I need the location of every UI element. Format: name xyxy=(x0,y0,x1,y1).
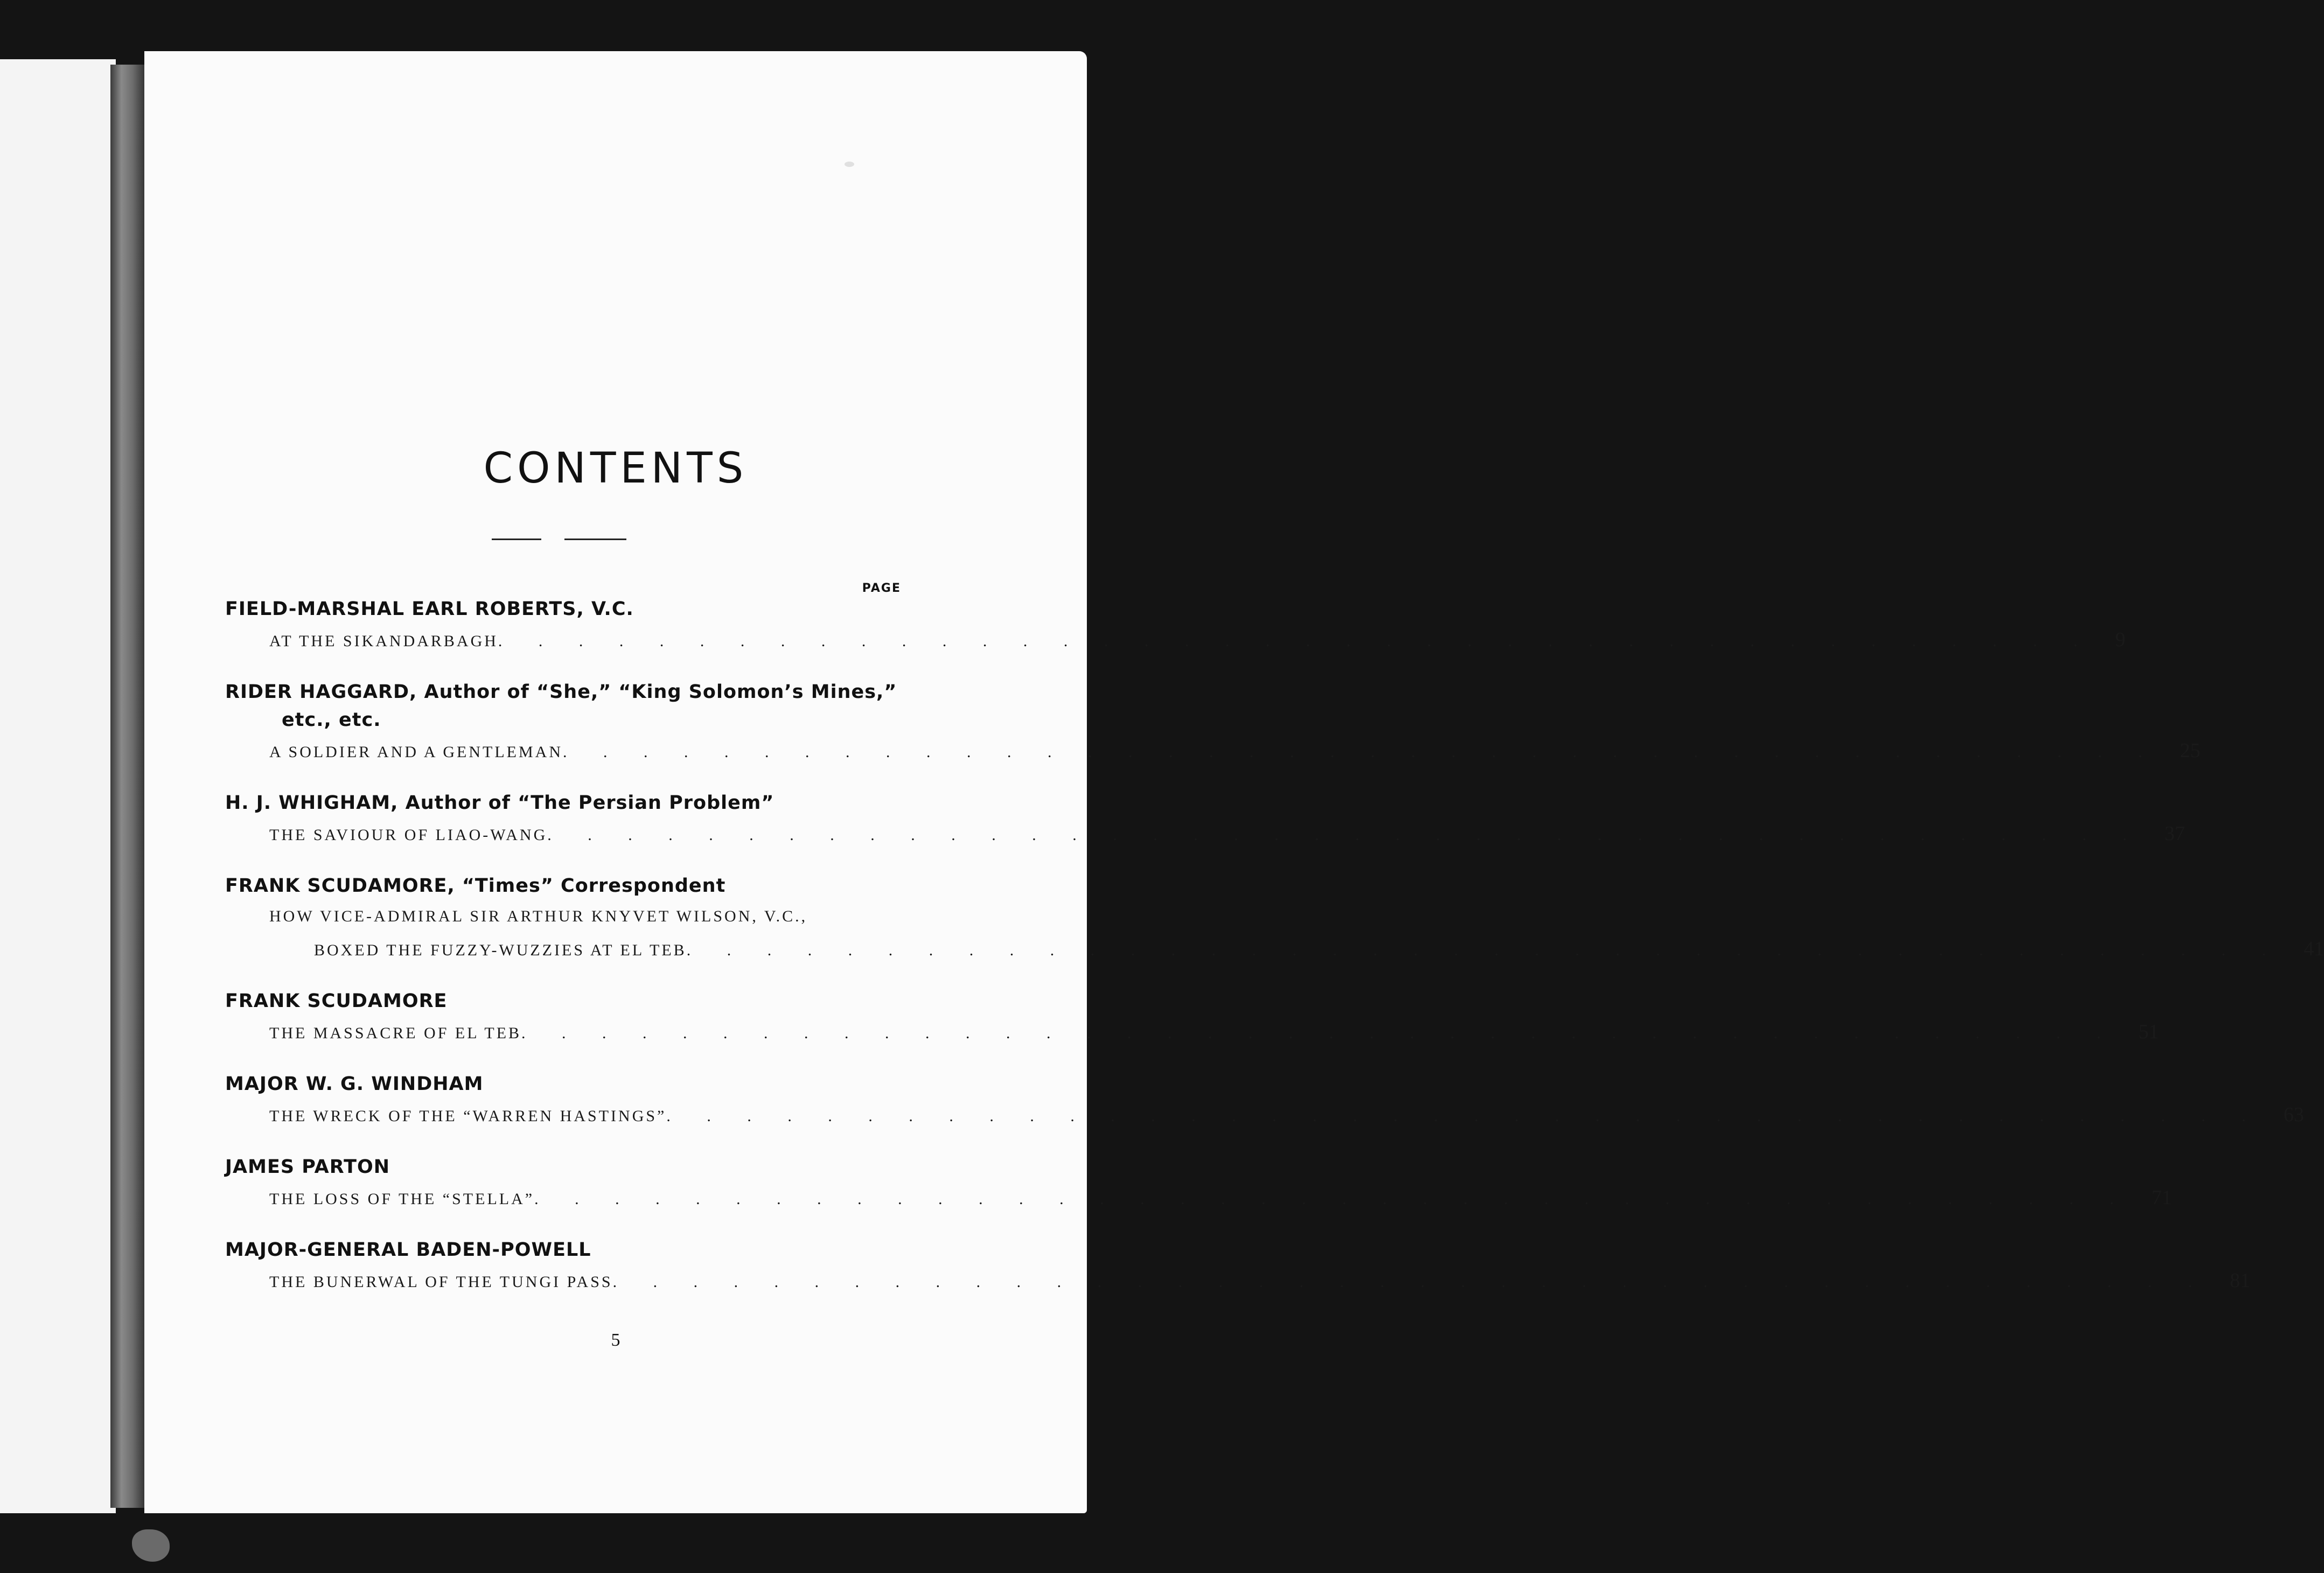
entry-author: RIDER HAGGARD, Author of “She,” “King Solomon’s Mines,” etc., etc. xyxy=(225,681,897,731)
entry-spacer xyxy=(225,966,904,987)
story-page-number: 51 xyxy=(2138,1020,2159,1043)
story-page-number: 37 xyxy=(2164,822,2185,845)
dot-leader: . . . . . . . . . . . . . . . . . . . . . . . . . . . . . . . . . . . . . . . . xyxy=(521,1024,2133,1042)
entry-spacer xyxy=(225,850,904,872)
story-page-number: 71 xyxy=(2151,1186,2172,1209)
story-title: A SOLDIER AND A GENTLEMAN xyxy=(269,743,563,761)
entry-spacer xyxy=(225,1214,904,1236)
entry-story-line xyxy=(225,817,2185,850)
story-title: AT THE SIKANDARBAGH xyxy=(269,632,498,650)
entry-story-line xyxy=(225,623,2126,656)
paper-speck xyxy=(845,162,854,167)
story-page-number: 25 xyxy=(2180,739,2201,762)
entry-spacer xyxy=(225,1048,904,1070)
contents-entry xyxy=(225,872,2324,966)
entry-story-line xyxy=(225,1181,2172,1214)
entry-story-line xyxy=(225,1015,2159,1048)
dot-leader: . . . . . . . . . . . . . . . . . . . . . . . . . . . . . . . . . . . . . . . . xyxy=(686,941,2299,959)
entry-spacer xyxy=(225,1131,904,1153)
story-title: THE WRECK OF THE “WARREN HASTINGS” xyxy=(269,1107,667,1125)
contents-entry xyxy=(225,789,2185,850)
entry-author: JAMES PARTON xyxy=(225,1156,390,1178)
rule-right xyxy=(564,539,626,540)
entry-author: FRANK SCUDAMORE, “Times” Correspondent xyxy=(225,875,726,897)
book-gutter xyxy=(110,65,147,1508)
story-title: BOXED THE FUZZY-WUZZIES AT EL TEB xyxy=(314,941,687,959)
library-stamp xyxy=(132,1529,170,1562)
contents-entry xyxy=(225,1236,2251,1297)
contents-entry xyxy=(225,678,2201,767)
entry-spacer xyxy=(225,656,904,678)
entry-story-line xyxy=(225,1264,2251,1297)
contents-entry xyxy=(225,1070,2304,1131)
contents-page xyxy=(144,51,2324,1513)
contents-entry xyxy=(225,987,2159,1048)
story-page-number: 63 xyxy=(2283,1103,2304,1126)
story-title: THE MASSACRE OF EL TEB xyxy=(269,1024,522,1042)
story-page-number: 81 xyxy=(2230,1269,2251,1292)
entry-story-line xyxy=(225,900,904,932)
dot-leader: . . . . . . . . . . . . . . . . . . . . . . . . . . . . . . . . . . . . . . . . xyxy=(498,632,2110,650)
contents-list xyxy=(225,595,2324,1297)
dot-leader: . . . . . . . . . . . . . . . . . . . . . . . . . . . . . . . . . . . . . . . . xyxy=(547,826,2159,844)
entry-story-line xyxy=(225,932,2324,966)
entry-story-line xyxy=(225,1098,2304,1131)
dot-leader: . . . . . . . . . . . . . . . . . . . . . . . . . . . . . . . . . . . . . . . . xyxy=(534,1190,2146,1208)
entry-author: H. J. WHIGHAM, Author of “The Persian Problem” xyxy=(225,792,774,814)
entry-story-line xyxy=(225,734,2201,767)
story-page-number: 41 xyxy=(2304,938,2324,960)
story-page-number: 9 xyxy=(2115,628,2126,651)
page-column-header: PAGE xyxy=(862,582,901,595)
story-title: HOW VICE-ADMIRAL SIR ARTHUR KNYVET WILSON, V.C., xyxy=(269,907,808,925)
story-title: THE LOSS OF THE “STELLA” xyxy=(269,1190,535,1208)
contents-entry xyxy=(225,595,2126,656)
entry-spacer xyxy=(225,767,904,789)
title-rule xyxy=(144,539,1087,541)
page-title: CONTENTS xyxy=(483,444,748,493)
page-number: 5 xyxy=(611,1330,620,1350)
story-title: THE BUNERWAL OF THE TUNGI PASS xyxy=(269,1273,613,1291)
entry-author: MAJOR W. G. WINDHAM xyxy=(225,1073,484,1095)
entry-author: MAJOR-GENERAL BADEN-POWELL xyxy=(225,1239,591,1261)
facing-page xyxy=(0,59,116,1513)
dot-leader: . . . . . . . . . . . . . . . . . . . . . . . . . . . . . . . . . . . . . . . . xyxy=(666,1107,2278,1125)
story-title: THE SAVIOUR OF LIAO-WANG xyxy=(269,826,548,844)
entry-author: FIELD-MARSHAL EARL ROBERTS, V.C. xyxy=(225,598,634,620)
dot-leader: . . . . . . . . . . . . . . . . . . . . . . . . . . . . . . . . . . . . . . . . xyxy=(612,1273,2225,1291)
rule-left xyxy=(492,539,541,540)
entry-author: FRANK SCUDAMORE xyxy=(225,990,448,1012)
contents-entry xyxy=(225,1153,2172,1214)
dot-leader: . . . . . . . . . . . . . . . . . . . . . . . . . . . . . . . . . . . . . . . . xyxy=(563,743,2175,761)
